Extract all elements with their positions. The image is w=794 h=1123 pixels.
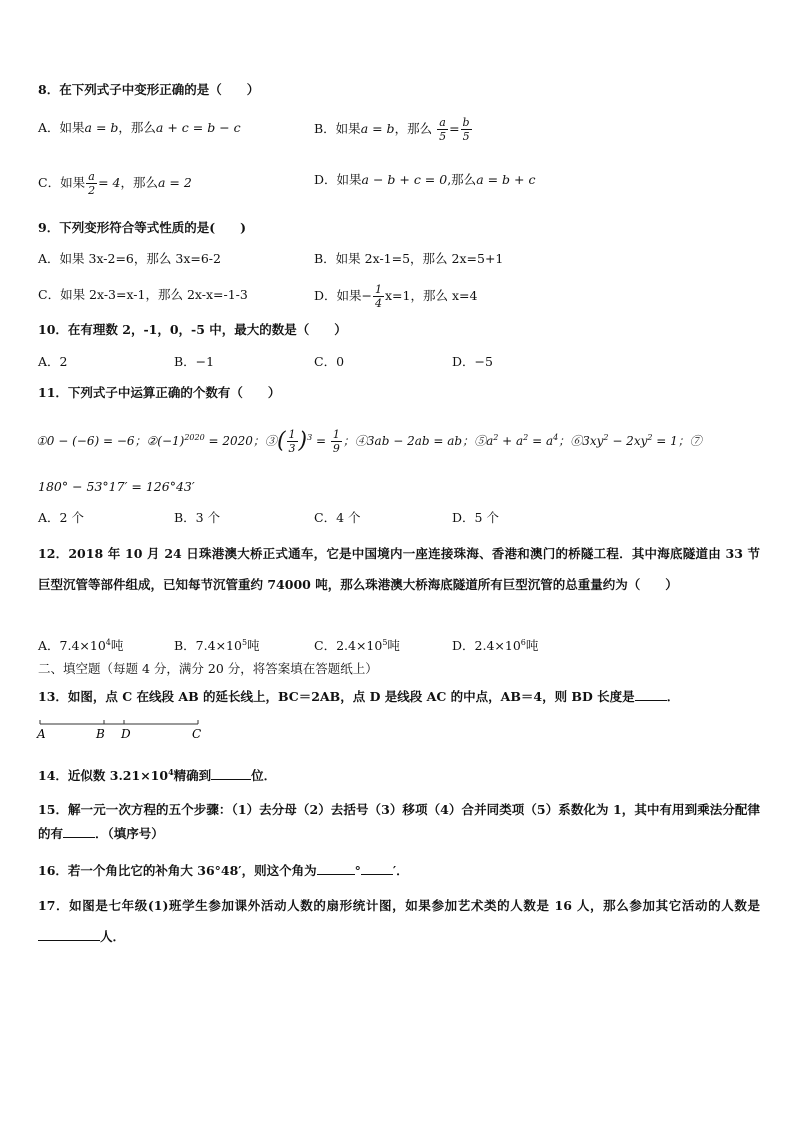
q8-d-math2: a = b + c	[476, 172, 536, 187]
q9-option-a: A．如果 3x-2=6，那么 3x=6-2	[38, 251, 221, 266]
q13-answer-blank[interactable]	[635, 686, 667, 701]
q13-label-d: D	[121, 727, 131, 741]
q12-stem: 12．2018 年 10 月 24 日珠港澳大桥正式通车，它是中国境内一座连接珠海、香港和澳门的桥隧工程．其中海底隧道由 33 节巨型沉管等部件组成，已知每节沉管重约 74000 吨，那么珠港澳大桥海底隧道所有巨型沉管的总重量约为（ ）	[38, 546, 760, 592]
q14-answer-blank[interactable]	[211, 765, 251, 780]
q10-option-c: C．0	[314, 354, 345, 369]
q10-option-d: D．−5	[452, 354, 493, 369]
q8-a-then: ，那么	[118, 120, 156, 135]
q12-option-b: B．$7.4\times 10^5$吨	[174, 638, 260, 654]
q15-answer-blank[interactable]	[63, 823, 95, 838]
q8-a-math2: a + c = b − c	[155, 120, 241, 135]
q12-option-d: D．$2.4\times 10^6$吨	[452, 638, 539, 654]
q16-degree-blank[interactable]	[317, 860, 355, 875]
q8-b-frac1: $\frac{a}{5}$	[439, 116, 447, 143]
q8-d-label: D．如果	[314, 172, 362, 187]
q16-stem: 16．若一个角比它的补角大 36°48′，则这个角为 ° ′．	[38, 860, 409, 881]
q16-minute-blank[interactable]	[361, 860, 393, 875]
q11-expr-4: ④3ab − 2ab = ab；	[354, 434, 475, 448]
q8-d-then: ,那么	[447, 172, 477, 187]
q11-expr-6: $⑥3xy^2 - 2xy^2 = 1$；⑦	[570, 433, 702, 448]
q11-stem: 11．下列式子中运算正确的个数有（ ）	[38, 385, 281, 400]
q10-stem: 10．在有理数 2，-1，0，-5 中，最大的数是（ ）	[38, 322, 347, 337]
q9-d-frac: $\frac{1}{4}$	[375, 283, 382, 310]
q11-option-a: A．2 个	[38, 510, 84, 525]
q11-expr-1: ①0 − (−6) = −6；	[36, 434, 147, 448]
q13-label-b: B	[96, 727, 105, 741]
q9-d-post: x=1，那么 x=4	[385, 288, 478, 303]
q10-option-a: A．2	[38, 354, 68, 369]
q12-option-c: C．$2.4\times 10^5$吨	[314, 638, 400, 654]
q8-b-then: ，那么	[394, 121, 433, 136]
q17-answer-blank[interactable]	[38, 926, 100, 941]
q8-c-math2: a = 2	[158, 175, 192, 190]
q8-option-a	[38, 118, 241, 138]
q17-stem: 17．如图是七年级(1)班学生参加课外活动人数的扇形统计图，如果参加艺术类的人数是 16 人，那么参加其它活动的人数是人．	[38, 898, 760, 944]
q15-stem: 15．解一元一次方程的五个步骤：（1）去分母（2）去括号（3）移项（4）合并同类项（5）系数化为 1，其中有用到乘法分配律的有 ．（填序号）	[38, 802, 760, 841]
q8-c-label: C．如果	[38, 175, 86, 190]
q8-c-frac: $\frac{a}{2}$	[88, 170, 96, 197]
q8-d-math1: a − b + c = 0	[361, 172, 448, 187]
q13-line-segment-figure	[32, 712, 212, 742]
q11-option-d: D．5 个	[452, 510, 499, 525]
q11-expressions	[36, 428, 702, 455]
q9-d-pre: D．如果−	[314, 288, 372, 303]
q9-option-c: C．如果 2x-3=x-1，那么 2x-x=-1-3	[38, 287, 248, 302]
q9-stem: 9．下列变形符合等式性质的是( )	[38, 220, 247, 235]
q13-label-c: C	[192, 727, 202, 741]
q11-option-c: C．4 个	[314, 510, 361, 525]
q8-stem: 8．在下列式子中变形正确的是（ ）	[38, 82, 260, 97]
q8-b-math1: a = b	[360, 121, 395, 136]
q13-stem: 13．如图，点 C 在线段 AB 的延长线上，BC＝2AB，点 D 是线段 AC 的中点，AB＝4，则 BD 长度是 ．	[38, 686, 679, 707]
q8-option-b	[314, 116, 473, 143]
q11-expr-3: ③( $\frac{1}{3}$ )$^3$ = $\frac{1}{9}$ ；	[264, 428, 355, 455]
q8-c-eq: = 4	[98, 175, 121, 190]
q8-option-c	[38, 170, 192, 197]
q8-c-then: ，那么	[120, 175, 158, 190]
q8-a-math1: a = b	[84, 120, 119, 135]
q8-b-label: B．如果	[314, 121, 361, 136]
q8-option-d	[314, 170, 535, 190]
q13-label-a: A	[37, 727, 46, 741]
q9-option-d	[314, 283, 477, 310]
q11-expr-7: 180° − 53°17′ = 126°43′	[38, 479, 195, 494]
q11-option-b: B．3 个	[174, 510, 221, 525]
section-2-heading: 二、填空题（每题 4 分，满分 20 分，将答案填在答题纸上）	[38, 661, 378, 676]
q10-option-b: B．−1	[174, 354, 215, 369]
q12-option-a: A．$7.4\times 10^4$吨	[38, 638, 124, 654]
q8-b-frac2: $\frac{b}{5}$	[462, 116, 470, 143]
q8-a-label: A．如果	[38, 120, 85, 135]
q14-stem: 14．近似数 $3.21\times 10^4$精确到 位．	[38, 767, 277, 784]
q11-expr-5: $⑤a^2 + a^2 = a^4$；	[474, 433, 571, 448]
q11-expr-2: $②(-1)^{2020} = 2020$；	[146, 433, 265, 448]
q9-option-b: B．如果 2x-1=5，那么 2x=5+1	[314, 251, 504, 266]
q8-b-eq: =	[449, 121, 460, 136]
